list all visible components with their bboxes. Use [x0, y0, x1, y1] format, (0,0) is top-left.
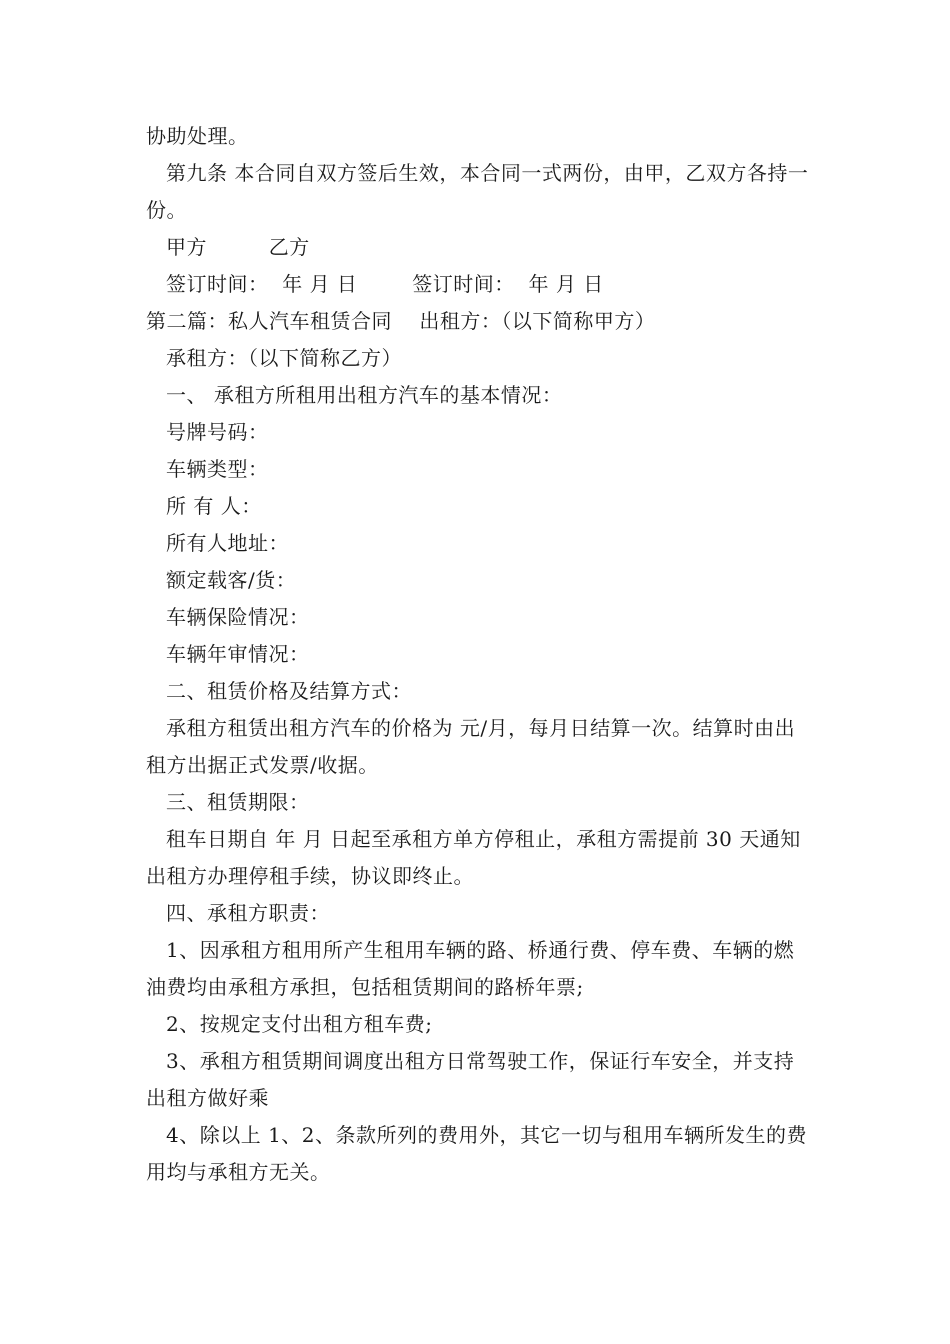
paragraph-line: 四、承租方职责： — [166, 901, 330, 925]
paragraph-line: 甲方 乙方 — [166, 235, 310, 259]
section-heading: 第二篇：私人汽车租赁合同 出租方：（以下简称甲方） — [146, 309, 656, 333]
paragraph-line: 2、按规定支付出租方租车费; — [166, 1012, 433, 1036]
paragraph-line: 号牌号码： — [166, 420, 269, 444]
paragraph-line: 承租方：（以下简称乙方） — [166, 346, 402, 370]
paragraph-line: 3、承租方租赁期间调度出租方日常驾驶工作，保证行车安全，并支持出租方做好乘 — [146, 1049, 795, 1110]
paragraph-line: 4、除以上 1、2、条款所列的费用外，其它一切与租用车辆所发生的费用均与承租方无关。 — [146, 1123, 808, 1184]
paragraph-line: 车辆年审情况： — [166, 642, 310, 666]
paragraph-line: 承租方租赁出租方汽车的价格为 元/月，每月日结算一次。结算时由出租方出据正式发票/收据。 — [146, 716, 796, 777]
paragraph-line: 所 有 人： — [166, 494, 262, 518]
paragraph-line: 第九条 本合同自双方签后生效，本合同一式两份，由甲，乙双方各持一份。 — [146, 161, 809, 222]
paragraph-line: 二、租赁价格及结算方式： — [166, 679, 412, 703]
paragraph-line: 额定载客/货： — [166, 568, 297, 592]
paragraph-line: 租车日期自 年 月 日起至承租方单方停租止，承租方需提前 30 天通知出租方办理停租手续，协议即终止。 — [146, 827, 801, 888]
paragraph-line: 三、租赁期限： — [166, 790, 310, 814]
paragraph-line: 车辆类型： — [166, 457, 269, 481]
paragraph-line: 车辆保险情况： — [166, 605, 310, 629]
paragraph-line: 一、 承租方所租用出租方汽车的基本情况： — [166, 383, 563, 407]
paragraph-line: 所有人地址： — [166, 531, 289, 555]
paragraph-line: 1、因承租方租用所产生租用车辆的路、桥通行费、停车费、车辆的燃油费均由承租方承担，包括租赁期间的路桥年票; — [146, 938, 795, 999]
paragraph-line: 协助处理。 — [146, 124, 249, 148]
document-body — [146, 118, 811, 1191]
paragraph-line: 签订时间： 年 月 日 签订时间： 年 月 日 — [166, 272, 604, 296]
